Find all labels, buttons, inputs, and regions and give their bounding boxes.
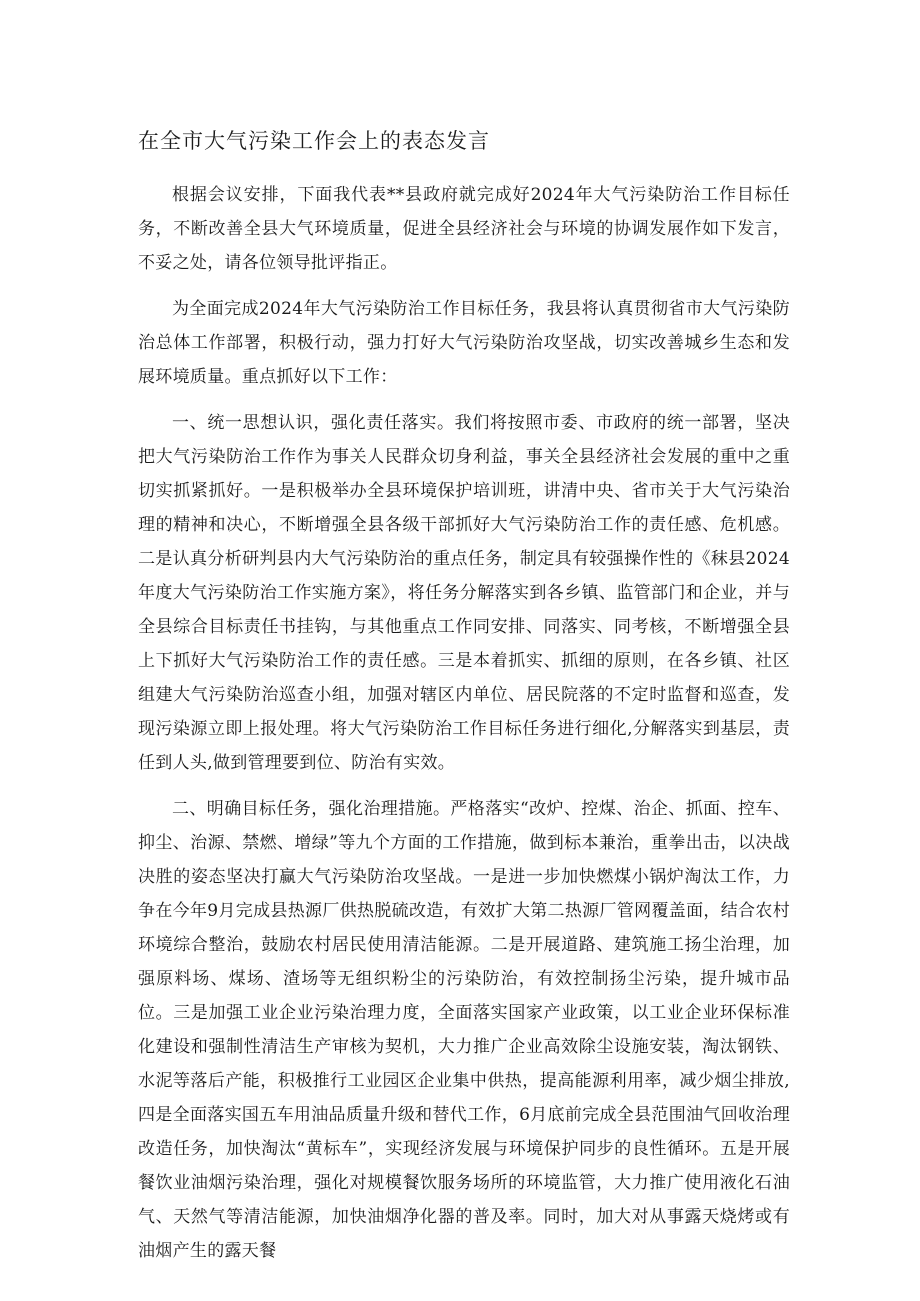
document-body: [138, 178, 790, 1280]
paragraph-section-two: 二、明确目标任务，强化治理措施。严格落实“改炉、控煤、治企、抓面、控车、抑尘、治源、禁燃、增绿”等九个方面的工作措施，做到标本兼治，重拳出击，以决战决胜的姿态坚决打赢大气污染防治攻坚战。一是进一步加快燃煤小锅炉淘汰工作，力争在今年9月完成县热源厂供热脱硫改造，有效扩大第二热源厂管网覆盖面，结合农村环境综合整治，鼓励农村居民使用清洁能源。二是开展道路、建筑施工扬尘治理，加强原料场、煤场、渣场等无组织粉尘的污染防治，有效控制扬尘污染，提升城市品位。三是加强工业企业污染治理力度，全面落实国家产业政策，以工业企业环保标准化建设和强制性清洁生产审核为契机，大力推广企业高效除尘设施安装，淘汰钢铁、水泥等落后产能，积极推行工业园区企业集中供热，提高能源利用率，减少烟尘排放,四是全面落实国五车用油品质量升级和替代工作，6月底前完成全县范围油气回收治理改造任务，加快淘汰“黄标车”，实现经济发展与环境保护同步的良性循环。五是开展餐饮业油烟污染治理，强化对规模餐饮服务场所的环境监管，大力推广使用液化石油气、天然气等清洁能源，加快油烟净化器的普及率。同时，加大对从事露天烧烤或有油烟产生的露天餐: [138, 799, 790, 1261]
document-title: 在全市大气污染工作会上的表态发言: [138, 129, 490, 153]
paragraph-intro: 根据会议安排，下面我代表**县政府就完成好2024年大气污染防治工作目标任务，不断改善全县大气环境质量，促进全县经济社会与环境的协调发展作如下发言，不妥之处，请各位领导批评指正。: [138, 185, 790, 273]
paragraph-section-one: 一、统一思想认识，强化责任落实。我们将按照市委、市政府的统一部署，坚决把大气污染防治工作作为事关人民群众切身利益，事关全县经济社会发展的重中之重切实抓紧抓好。一是积极举办全县环境保护培训班，讲清中央、省市关于大气污染治理的精神和决心，不断增强全县各级干部抓好大气污染防治工作的责任感、危机感。二是认真分析研判县内大气污染防治的重点任务，制定具有较强操作性的《秣县2024年度大气污染防治工作实施方案》，将任务分解落实到各乡镇、监管部门和企业，并与全县综合目标责任书挂钩，与其他重点工作同安排、同落实、同考核，不断增强全县上下抓好大气污染防治工作的责任感。三是本着抓实、抓细的原则，在各乡镇、社区组建大气污染防治巡查小组，加强对辖区内单位、居民院落的不定时监督和巡查，发现污染源立即上报处理。将大气污染防治工作目标任务进行细化,分解落实到基层，责任到人头,做到管理要到位、防治有实效。: [138, 413, 790, 773]
paragraph-overview: 为全面完成2024年大气污染防治工作目标任务，我县将认真贯彻省市大气污染防治总体工作部署，积极行动，强力打好大气污染防治攻坚战，切实改善城乡生态和发展环境质量。重点抓好以下工作：: [138, 299, 790, 387]
